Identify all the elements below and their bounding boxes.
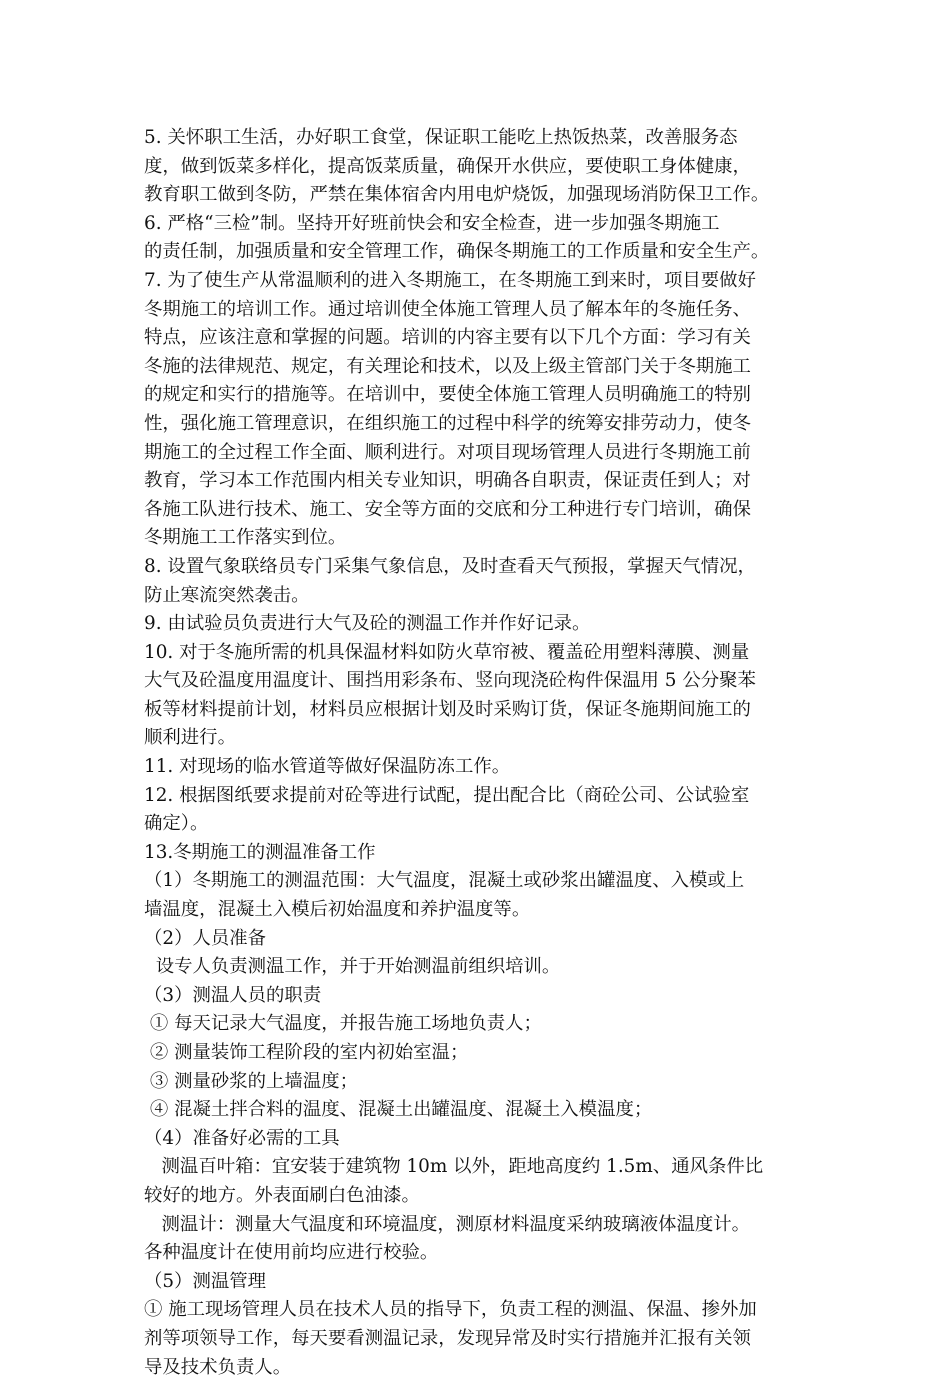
text-line: 冬期施工工作落实到位。 [144, 527, 347, 549]
text-line: ① 施工现场管理人员在技术人员的指导下，负责工程的测温、保温、掺外加 [144, 1299, 757, 1321]
paragraph-p12 [144, 782, 812, 839]
text-line: 13.冬期施工的测温准备工作 [144, 841, 376, 863]
paragraph-p11 [144, 753, 812, 782]
paragraph-p13-3a [144, 1010, 812, 1039]
paragraph-p13-3b [144, 1039, 812, 1068]
text-line: 11. 对现场的临水管道等做好保温防冻工作。 [144, 756, 511, 778]
paragraph-p8 [144, 553, 812, 610]
text-line: ③ 测量砂浆的上墙温度； [144, 1070, 358, 1092]
text-line: 12. 根据图纸要求提前对砼等进行试配，提出配合比（商砼公司、公试验室 [144, 784, 750, 806]
text-line: ② 测量装饰工程阶段的室内初始室温； [144, 1042, 469, 1063]
text-line: 较好的地方。外表面刷白色油漆。 [144, 1184, 420, 1206]
text-line: 冬期施工的培训工作。通过培训使全体施工管理人员了解本年的冬施任务、 [144, 298, 751, 320]
paragraph-p13-4 [144, 1125, 812, 1154]
paragraph-p7 [144, 267, 812, 553]
text-line: 测温计：测量大气温度和环境温度，测原材料温度采纳玻璃液体温度计。 [144, 1213, 751, 1235]
paragraph-p10 [144, 639, 812, 753]
paragraph-p13-5 [144, 1268, 812, 1297]
text-line: （2）人员准备 [144, 927, 267, 949]
text-line: 6. 严格“三检”制。坚持开好班前快会和安全检查，进一步加强冬期施工 [144, 212, 720, 234]
text-line: 防止寒流突然袭击。 [144, 584, 310, 606]
paragraph-p13-5a [144, 1296, 812, 1382]
text-line: 特点，应该注意和掌握的问题。培训的内容主要有以下几个方面：学习有关 [144, 327, 751, 349]
text-line: ① 每天记录大气温度，并报告施工场地负责人； [144, 1013, 542, 1035]
document-page [144, 124, 812, 1382]
text-line: 期施工的全过程工作全面、顺利进行。对项目现场管理人员进行冬期施工前 [144, 441, 751, 463]
paragraph-p5 [144, 124, 812, 210]
paragraph-p9 [144, 610, 812, 639]
text-line: （3）测温人员的职责 [144, 984, 322, 1006]
text-line: 导及技术负责人。 [144, 1356, 292, 1378]
text-line: 板等材料提前计划，材料员应根据计划及时采购订货，保证冬施期间施工的 [144, 698, 751, 720]
text-line: ④ 混凝土拌合料的温度、混凝土出罐温度、混凝土入模温度； [144, 1099, 653, 1121]
text-line: 8. 设置气象联络员专门采集气象信息，及时查看天气预报，掌握天气情况， [144, 555, 756, 577]
paragraph-p13-2 [144, 925, 812, 954]
paragraph-p13-4b [144, 1211, 812, 1268]
paragraph-p13 [144, 839, 812, 868]
paragraph-p13-1 [144, 867, 812, 924]
text-line: 各施工队进行技术、施工、安全等方面的交底和分工种进行专门培训，确保 [144, 498, 751, 520]
text-line: 冬施的法律规范、规定，有关理论和技术，以及上级主管部门关于冬期施工 [144, 355, 751, 377]
text-line: 10. 对于冬施所需的机具保温材料如防火草帘被、覆盖砼用塑料薄膜、测量 [144, 641, 750, 663]
text-line: 设专人负责测温工作，并于开始测温前组织培训。 [144, 956, 561, 978]
text-line: 性，强化施工管理意识，在组织施工的过程中科学的统筹安排劳动力，使冬 [144, 412, 751, 434]
text-line: 的责任制，加强质量和安全管理工作，确保冬期施工的工作质量和安全生产。 [144, 241, 770, 263]
text-line: 测温百叶箱：宜安装于建筑物 10m 以外，距地高度约 1.5m、通风条件比 [144, 1156, 764, 1178]
text-line: 大气及砼温度用温度计、围挡用彩条布、竖向现浇砼构件保温用 5 公分聚苯 [144, 670, 756, 692]
paragraph-p13-3 [144, 982, 812, 1011]
text-line: 教育，学习本工作范围内相关专业知识，明确各自职责，保证责任到人；对 [144, 470, 751, 492]
text-line: （1）冬期施工的测温范围：大气温度，混凝土或砂浆出罐温度、入模或上 [144, 870, 745, 892]
text-line: 剂等项领导工作，每天要看测温记录，发现异常及时实行措施并汇报有关领 [144, 1327, 751, 1349]
paragraph-p13-2a [144, 953, 812, 982]
text-line: 确定）。 [144, 813, 209, 835]
text-line: 5. 关怀职工生活，办好职工食堂，保证职工能吃上热饭热菜，改善服务态 [144, 127, 738, 148]
text-line: 顺利进行。 [144, 727, 236, 749]
text-line: 9. 由试验员负责进行大气及砼的测温工作并作好记录。 [144, 613, 591, 635]
text-line: 各种温度计在使用前均应进行校验。 [144, 1242, 439, 1264]
text-line: （4）准备好必需的工具 [144, 1127, 340, 1149]
text-line: 墙温度，混凝土入模后初始温度和养护温度等。 [144, 899, 531, 921]
text-line: （5）测温管理 [144, 1270, 267, 1292]
text-line: 7. 为了使生产从常温顺利的进入冬期施工，在冬期施工到来时，项目要做好 [144, 269, 756, 291]
text-line: 度，做到饭菜多样化，提高饭菜质量，确保开水供应，要使职工身体健康， [144, 155, 751, 177]
paragraph-p13-4a [144, 1153, 812, 1210]
paragraph-p13-3c [144, 1068, 812, 1097]
paragraph-p13-3d [144, 1096, 812, 1125]
text-line: 的规定和实行的措施等。在培训中，要使全体施工管理人员明确施工的特别 [144, 384, 751, 406]
paragraph-p6 [144, 210, 812, 267]
text-line: 教育职工做到冬防，严禁在集体宿舍内用电炉烧饭，加强现场消防保卫工作。 [144, 184, 770, 206]
